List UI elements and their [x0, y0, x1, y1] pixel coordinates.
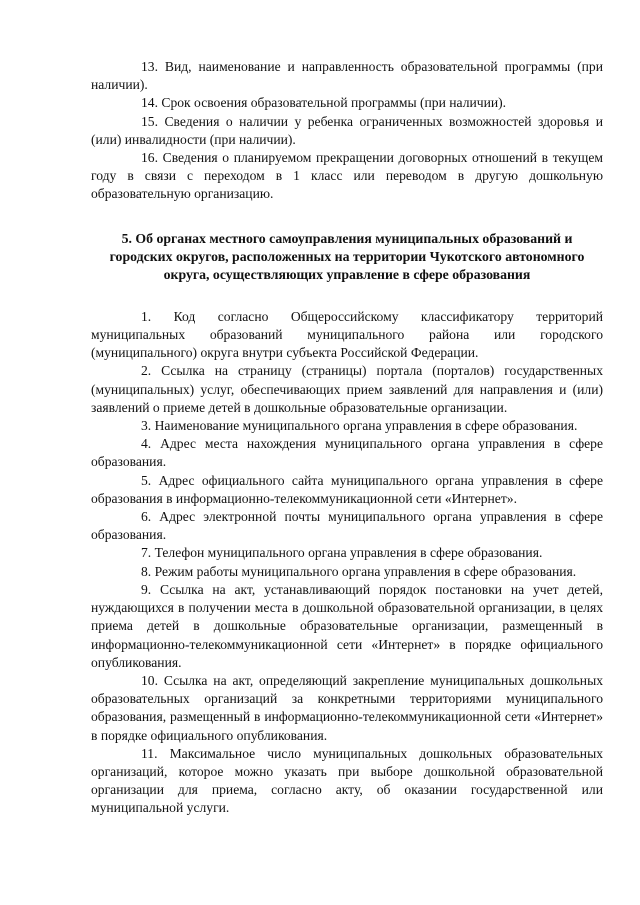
section-item-11: 11. Максимальное число муниципальных дошкольных образовательных организаций, которое можно указать при выборе дошкольной образовательной организации для приема, согласно акту, об оказании государственной или муниципальной услуги. [91, 745, 603, 816]
section-item-2: 2. Ссылка на страницу (страницы) портала (порталов) государственных (муниципальных) услуг, обеспечивающих прием заявлений для направления и (или) заявлений о приеме детей в дошкольные образовательные организации. [91, 363, 603, 415]
section-item-7: 7. Телефон муниципального органа управления в сфере образования. [141, 545, 543, 561]
section-item-1: 1. Код согласно Общероссийскому классификатору территорий муниципальных образований муниципального района или городского (муниципального) округа внутри субъекта Российской Федерации. [91, 308, 603, 361]
paragraph-item-14: 14. Срок освоения образовательной программы (при наличии). [141, 95, 507, 111]
section-item-6: 6. Адрес электронной почты муниципального органа управления в сфере образования. [91, 509, 603, 543]
section-item-4: 4. Адрес места нахождения муниципального органа управления в сфере образования. [91, 436, 603, 470]
paragraph-item-15: 15. Сведения о наличии у ребенка ограниченных возможностей здоровья и (или) инвалидности (при наличии). [91, 113, 603, 147]
document-page [91, 58, 603, 818]
paragraph-item-13: 13. Вид, наименование и направленность образовательной программы (при наличии). [91, 59, 603, 93]
section-item-9: 9. Ссылка на акт, устанавливающий порядок постановки на учет детей, нуждающихся в получении места в дошкольной образовательной организации, в целях приема детей в дошкольные образовательные организации, размещенный в информационно-телекоммуникационной сети «Интернет» в порядке официального опубликования. [91, 581, 603, 670]
section-item-10: 10. Ссылка на акт, определяющий закрепление муниципальных дошкольных образовательных организаций за конкретными территориями муниципального образования, размещенный в информационно-телекоммуникационной сети «Интернет» в порядке официального опубликования. [91, 672, 603, 743]
section-item-3: 3. Наименование муниципального органа управления в сфере образования. [141, 418, 578, 434]
section-item-8: 8. Режим работы муниципального органа управления в сфере образования. [141, 563, 577, 579]
section-item-5: 5. Адрес официального сайта муниципального органа управления в сфере образования в информационно-телекоммуникационной сети «Интернет». [91, 472, 603, 506]
section-heading: 5. Об органах местного самоуправления муниципальных образований и городских округов, расположенных на территории Чукотского автономного округа, осуществляющих управление в сфере образования [109, 230, 585, 283]
paragraph-item-16: 16. Сведения о планируемом прекращении договорных отношений в текущем году в связи с переходом в 1 класс или переводом в другую дошкольную образовательную организацию. [91, 150, 603, 202]
